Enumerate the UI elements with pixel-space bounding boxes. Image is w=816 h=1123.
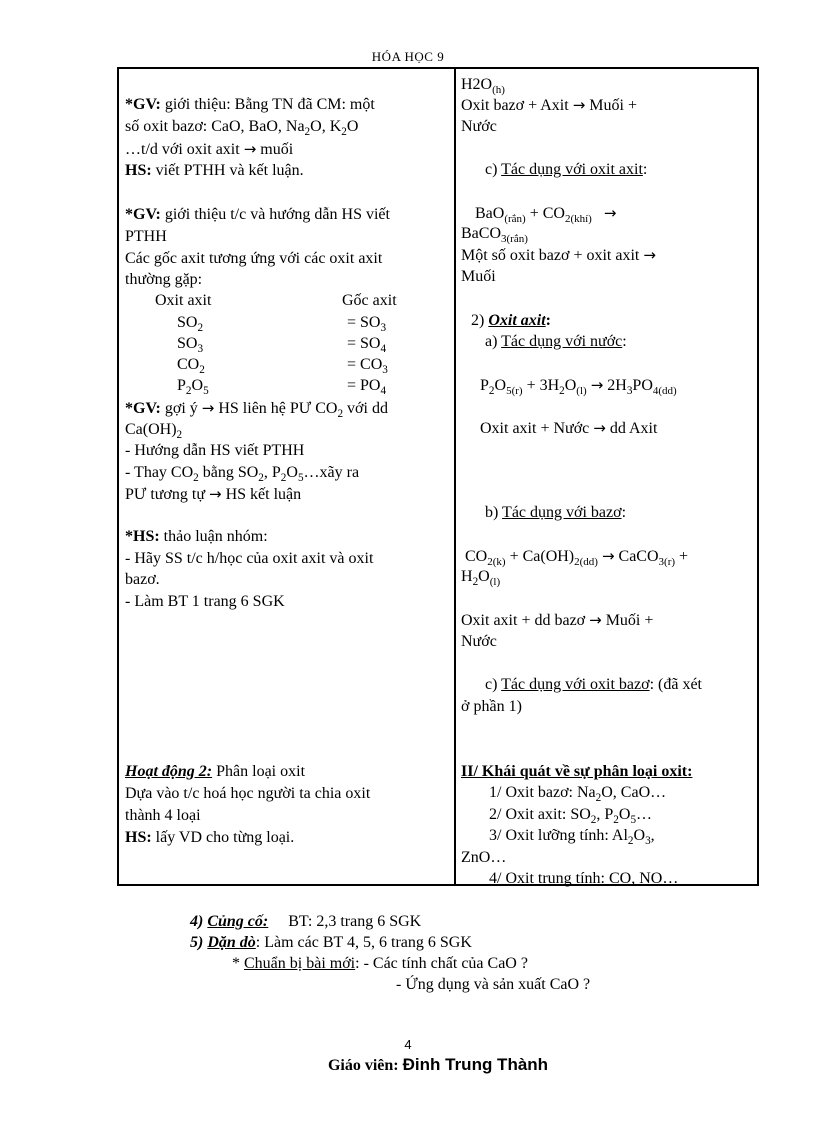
gv2-line1: *GV: giới thiệu t/c và hướng dẫn HS viết <box>125 206 390 223</box>
arrow-icon: → <box>643 246 656 264</box>
section-b-title: b) Tác dụng với bazơ: <box>485 504 627 521</box>
hs2-line2: - Hãy SS t/c h/học của oxit axit và oxit <box>125 550 374 567</box>
classification-1: 1/ Oxit bazơ: $Na_2O$, CaO… <box>489 784 667 804</box>
general-eq2-line2: Muối <box>461 268 496 285</box>
oxit-row3: $CO_2$ <box>177 356 205 376</box>
h2o-line: $H2O_{(h)}$ <box>461 76 505 96</box>
section-ii-title: II/ Khái quát về sự phân loại oxit: <box>461 763 693 780</box>
col-oxit-header: Oxit axit <box>155 292 212 309</box>
general-eq4-line2: Nước <box>461 633 497 650</box>
gv3-line2: $Ca(OH)_2$ <box>125 421 183 441</box>
section-c2-line1: c) Tác dụng với oxit bazơ: (đã xét <box>485 676 702 693</box>
dan-do-line: 5) Dặn dò: Làm các BT 4, 5, 6 trang 6 SGK <box>190 934 472 951</box>
goc-row1: = $SO_3$ <box>347 314 387 334</box>
arrow-icon: → <box>601 547 615 565</box>
classification-3-cont: ZnO… <box>461 849 507 866</box>
column-divider <box>454 69 456 884</box>
gv3-line3: - Hướng dẫn HS viết PTHH <box>125 442 305 459</box>
gv3-line4: - Thay $CO_2$ bằng $SO_2$, $P_2O_5\dots xãy$ ra <box>125 464 360 484</box>
oxit-row1: $SO_2$ <box>177 314 204 334</box>
gv-intro-line2: số oxit bazơ: CaO, BaO, $Na_2O$, $K_2O$ <box>125 118 359 138</box>
goc-row4: = $PO_4$ <box>347 377 387 397</box>
gv3-line1: *GV: gợi ý → HS liên hệ PƯ $CO_2$ với dd <box>125 399 388 420</box>
section-a-title: a) Tác dụng với nước: <box>485 333 627 350</box>
eq-co2-line2: $H_2O_{(l)}$ <box>461 568 501 588</box>
arrow-icon: → <box>572 96 586 114</box>
gv-intro-line3: …t/d với oxit axit → muối <box>125 140 294 158</box>
eq-p2o5: $P_2O_{5(r)} + 3H_2O_{(l)} \to 2H_3PO_{4(dd)}$ <box>480 376 677 397</box>
hs3-line: HS: lấy VD cho từng loại. <box>125 829 295 846</box>
gv-intro-line1: *GV: giới thiệu: Bằng TN đã CM: một <box>125 96 375 113</box>
section-2-title: 2) Oxit axit: <box>471 312 551 329</box>
hs2-line1: *HS: thảo luận nhóm: <box>125 528 268 545</box>
gv3-line5: PƯ tương tự → HS kết luận <box>125 485 302 503</box>
general-eq4-line1: Oxit axit + dd bazơ → Muối + <box>461 611 654 629</box>
arrow-icon: → <box>243 140 257 158</box>
eq-bao-line2: BaCO$_{3(rắn)}$ <box>461 225 528 245</box>
oxit-row4: $P_2O_5$ <box>177 377 209 397</box>
page-number: 4 <box>404 1037 412 1052</box>
goc-row2: = $SO_4$ <box>347 335 387 355</box>
general-eq2-line1: Một số oxit bazơ + oxit axit → <box>461 246 656 264</box>
arrow-icon: → <box>209 485 222 503</box>
arrow-icon: → <box>201 399 215 417</box>
arrow-icon: → <box>593 419 606 437</box>
general-eq1-line2: Nước <box>461 118 497 135</box>
chuan-bi-line2: - Ứng dụng và sản xuất CaO ? <box>396 976 591 993</box>
hoat-dong-2-line2: Dựa vào t/c hoá học người ta chia oxit <box>125 785 371 802</box>
section-c2-line2: ở phần 1) <box>461 698 522 715</box>
general-eq1-line1: Oxit bazơ + Axit → Muối + <box>461 96 637 114</box>
lesson-table <box>117 67 759 886</box>
general-eq3: Oxit axit + Nước → dd Axit <box>480 419 658 437</box>
gv2-line4: thường gặp: <box>125 271 203 288</box>
hs-line1: HS: viết PTHH và kết luận. <box>125 162 304 179</box>
gv2-line3: Các gốc axit tương ứng với các oxit axit <box>125 250 383 267</box>
arrow-icon: → <box>603 204 617 222</box>
goc-row3: = $CO_3$ <box>347 356 388 376</box>
eq-bao-line1: $BaO_{(rắn)} + CO_{2(khí)}$ → <box>475 204 617 225</box>
arrow-icon: → <box>589 611 602 629</box>
teacher-signature: Giáo viên: Đinh Trung Thành <box>327 1055 549 1074</box>
eq-co2-line1: $CO_{2(k)} + Ca(OH)_{2(dd)}$ → CaCO$_{3(r)}$ + <box>465 547 689 568</box>
arrow-icon: → <box>590 376 604 394</box>
cung-co-line: 4) Củng cố: BT: 2,3 trang 6 SGK <box>190 913 422 930</box>
hoat-dong-2-line1: Hoạt động 2: Phân loại oxit <box>125 763 306 780</box>
chuan-bi-line1: * Chuẩn bị bài mới: - Các tính chất của CaO ? <box>232 955 528 972</box>
classification-3: 3/ Oxit lưỡng tính: $Al_2O_3$, <box>489 827 655 847</box>
page-header: HÓA HỌC 9 <box>371 49 445 64</box>
col-goc-header: Gốc axit <box>342 292 397 309</box>
classification-2: 2/ Oxit axit: $SO_2$, $P_2O_5\dots$ <box>489 806 653 826</box>
classification-4: 4/ Oxit trung tính: CO, NO… <box>489 870 679 887</box>
oxit-row2: $SO_3$ <box>177 335 204 355</box>
hs2-line4: - Làm BT 1 trang 6 SGK <box>125 593 285 610</box>
hoat-dong-2-line3: thành 4 loại <box>125 807 201 824</box>
hs2-line3: bazơ. <box>125 571 160 588</box>
gv2-line2: PTHH <box>125 228 167 245</box>
section-c-title: c) Tác dụng với oxit axit: <box>485 161 648 178</box>
